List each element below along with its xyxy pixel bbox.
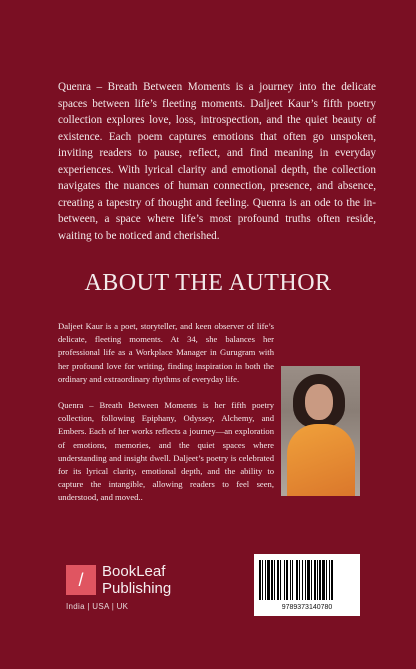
bio-paragraph-2: Quenra – Breath Between Moments is her fifth poetry collection, following Epiphany, Odyssey, Alchemy, and Embers. Each of her works reflects a journey—an exploration of emotions, memories, and the quiet spaces where understanding and insight dwell. Daljeet’s poetry is celebrated for its lyrical clarity, emotional depth, and the ability to capture the intangible, allowing readers to feel seen, understood, and moved.. bbox=[58, 400, 274, 503]
about-the-author-heading: ABOUT THE AUTHOR bbox=[84, 270, 332, 296]
isbn-barcode bbox=[254, 554, 360, 616]
isbn-number: 9789373140780 bbox=[281, 604, 333, 611]
publisher-name-line1: BookLeaf bbox=[102, 563, 166, 580]
bio-paragraph-1: Daljeet Kaur is a poet, storyteller, and keen observer of life’s delicate, fleeting moments. At 34, she balances her professional life as a Workplace Manager in Gurugram with her profound love for writing, finding inspiration in both the ordinary and extraordinary rhythms of everyday life. bbox=[58, 321, 274, 384]
barcode-icon bbox=[259, 560, 355, 602]
publisher-regions: India | USA | UK bbox=[66, 602, 129, 611]
back-cover-blurb: Quenra – Breath Between Moments is a journey into the delicate spaces between life’s fleeting moments. Daljeet Kaur’s fifth poetry collection explores love, loss, introspection, and the quiet beauty of existence. Each poem captures emotions that often go unspoken, inviting readers to pause, reflect, and find meaning in everyday experiences. With lyrical clarity and emotional depth, the collection navigates the nuances of human connection, presence, and absence, creating a tapestry of thought and feeling. Quenra is an ode to the in-between, a space where life’s most profound truths often reside, waiting to be noticed and cherished. bbox=[58, 81, 376, 242]
author-bio bbox=[58, 320, 274, 518]
publisher-mark-icon: / bbox=[66, 565, 96, 595]
author-photo bbox=[281, 366, 360, 496]
publisher-name-line2: Publishing bbox=[102, 580, 172, 597]
